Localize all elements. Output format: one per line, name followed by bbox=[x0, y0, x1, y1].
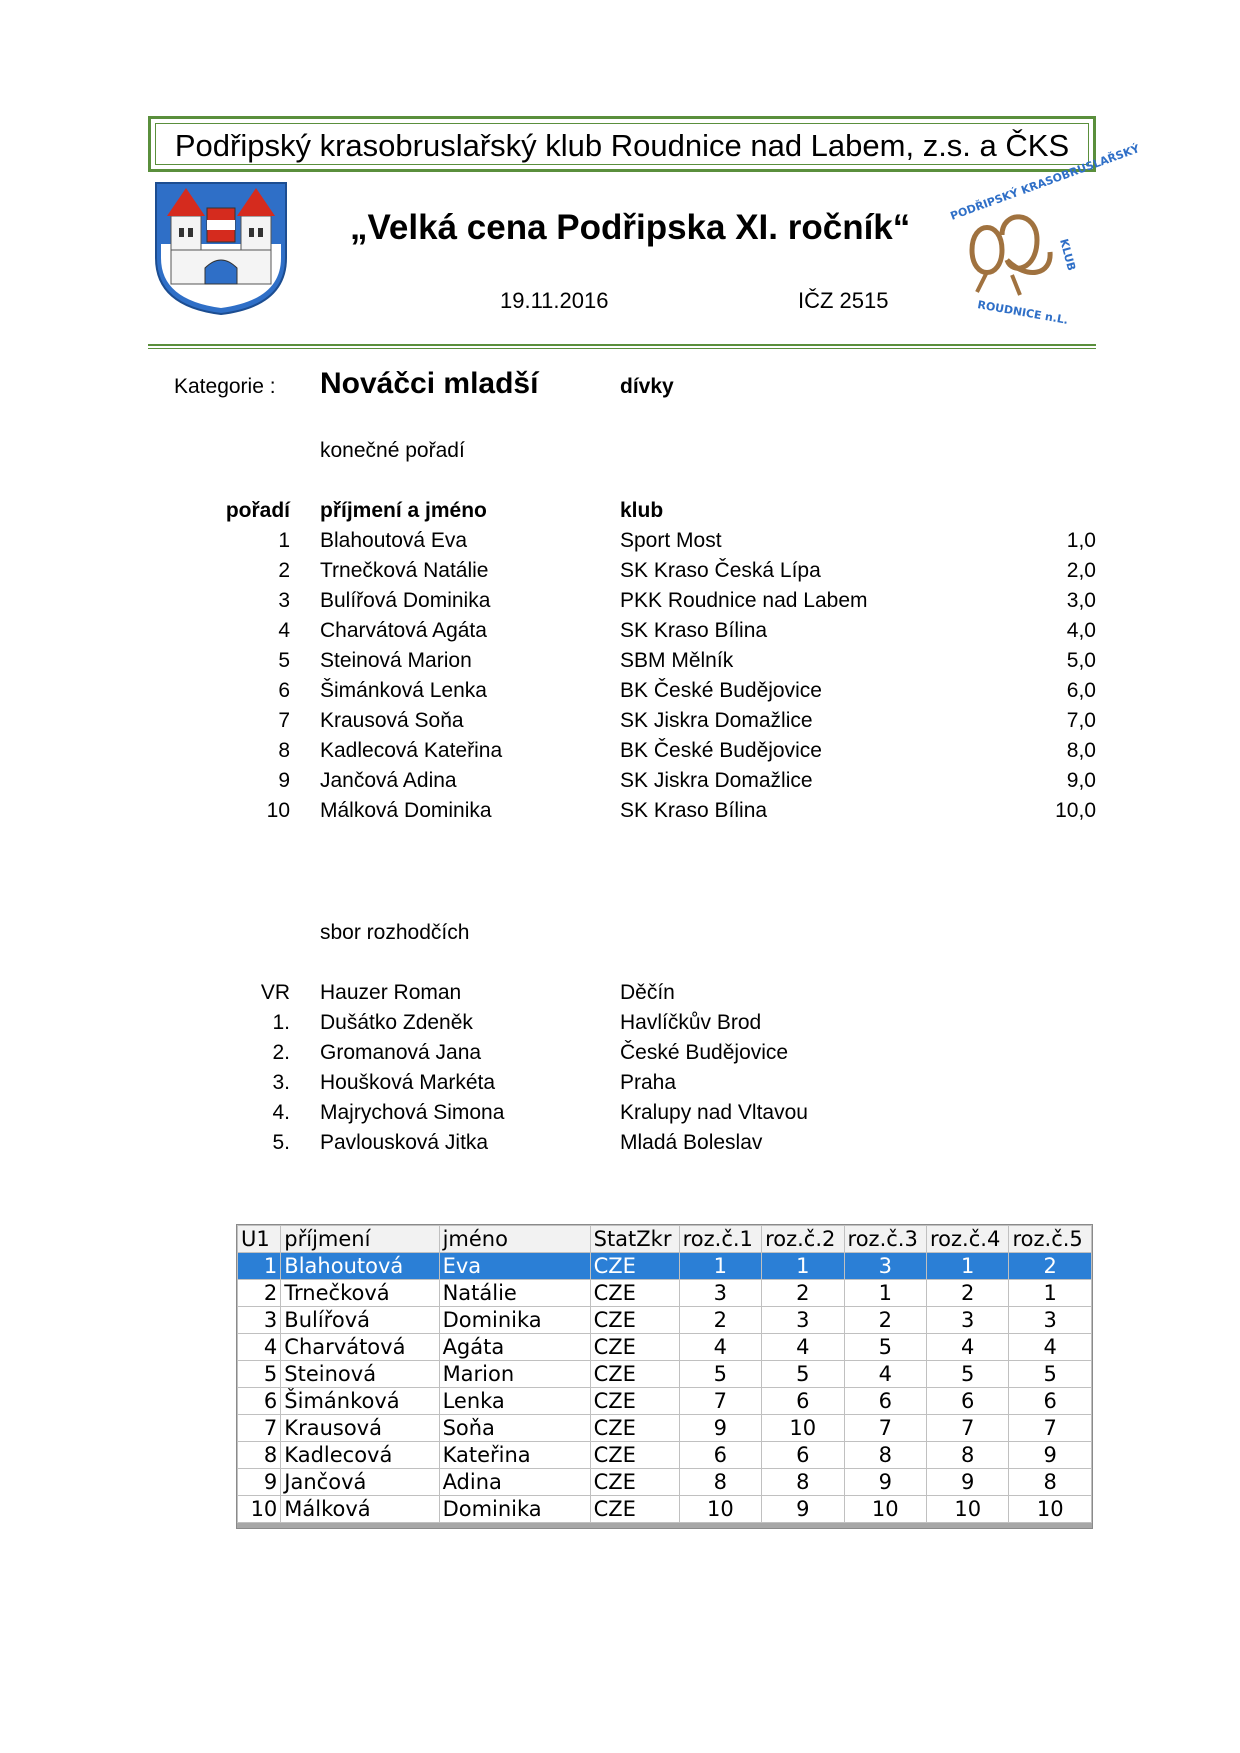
result-club: BK České Budějovice bbox=[620, 679, 822, 702]
scores-cell: 6 bbox=[1009, 1388, 1092, 1415]
svg-text:PODŘIPSKÝ KRASOBRUSLAŘSKÝ: PODŘIPSKÝ KRASOBRUSLAŘSKÝ bbox=[948, 142, 1142, 223]
scores-cell: CZE bbox=[590, 1388, 679, 1415]
scores-cell: Krausová bbox=[281, 1415, 439, 1442]
judge-role: 3. bbox=[272, 1071, 290, 1094]
scores-cell: 3 bbox=[844, 1253, 926, 1280]
scores-cell: CZE bbox=[590, 1253, 679, 1280]
result-score: 10,0 bbox=[1055, 799, 1096, 822]
scores-table-row[interactable] bbox=[238, 1469, 1092, 1496]
judge-city: Děčín bbox=[620, 981, 675, 1004]
judge-role: 4. bbox=[272, 1101, 290, 1124]
svg-text:KLUB: KLUB bbox=[1057, 237, 1079, 273]
scores-col-header: roz.č.1 bbox=[679, 1226, 761, 1253]
scores-col-header: jméno bbox=[439, 1226, 590, 1253]
scores-cell: Šimánková bbox=[281, 1388, 439, 1415]
scores-cell: Kateřina bbox=[439, 1442, 590, 1469]
scores-cell: 5 bbox=[844, 1334, 926, 1361]
result-rank: 8 bbox=[278, 739, 290, 762]
scores-cell: 9 bbox=[844, 1469, 926, 1496]
scores-cell: 2 bbox=[1009, 1253, 1092, 1280]
scores-cell: 10 bbox=[1009, 1496, 1092, 1523]
scores-cell: Kadlecová bbox=[281, 1442, 439, 1469]
judge-name: Dušátko Zdeněk bbox=[320, 1011, 473, 1034]
scores-cell: 7 bbox=[238, 1415, 281, 1442]
scores-cell: 2 bbox=[927, 1280, 1009, 1307]
scores-cell: 5 bbox=[762, 1361, 844, 1388]
scores-cell: 10 bbox=[762, 1415, 844, 1442]
result-club: SK Kraso Česká Lípa bbox=[620, 559, 821, 582]
judge-name: Gromanová Jana bbox=[320, 1041, 482, 1064]
result-rank: 3 bbox=[278, 589, 290, 612]
scores-cell: 10 bbox=[679, 1496, 761, 1523]
scores-cell: CZE bbox=[590, 1280, 679, 1307]
scores-cell: 5 bbox=[1009, 1361, 1092, 1388]
scores-cell: 3 bbox=[1009, 1307, 1092, 1334]
event-title: „Velká cena Podřipska XI. ročník“ bbox=[350, 208, 911, 247]
scores-cell: 3 bbox=[927, 1307, 1009, 1334]
scores-col-header: roz.č.5 bbox=[1009, 1226, 1092, 1253]
result-name: Trnečková Natálie bbox=[320, 559, 489, 582]
scores-col-header: U1 bbox=[238, 1226, 281, 1253]
result-rank: 10 bbox=[266, 799, 290, 822]
result-rank: 6 bbox=[278, 679, 290, 702]
scores-cell: 1 bbox=[679, 1253, 761, 1280]
scores-cell: 1 bbox=[927, 1253, 1009, 1280]
scores-cell: Málková bbox=[281, 1496, 439, 1523]
scores-cell: CZE bbox=[590, 1334, 679, 1361]
judge-name: Majrychová Simona bbox=[320, 1101, 505, 1124]
result-rank: 2 bbox=[278, 559, 290, 582]
scores-cell: 9 bbox=[1009, 1442, 1092, 1469]
scores-cell: 1 bbox=[844, 1280, 926, 1307]
scores-cell: 6 bbox=[762, 1442, 844, 1469]
result-club: SK Kraso Bílina bbox=[620, 619, 768, 642]
scores-cell: 9 bbox=[762, 1496, 844, 1523]
scores-cell: Soňa bbox=[439, 1415, 590, 1442]
result-club: SK Jiskra Domažlice bbox=[620, 769, 813, 792]
club-title: Podřipský krasobruslařský klub Roudnice nad Labem, z.s. a ČKS bbox=[174, 128, 1070, 163]
scores-cell: Lenka bbox=[439, 1388, 590, 1415]
result-name: Málková Dominika bbox=[320, 799, 492, 822]
scores-cell: 10 bbox=[238, 1496, 281, 1523]
category-name: Nováčci mladší bbox=[320, 367, 539, 400]
scores-col-header: StatZkr bbox=[590, 1226, 679, 1253]
scores-cell: 9 bbox=[927, 1469, 1009, 1496]
scores-cell: 1 bbox=[1009, 1280, 1092, 1307]
result-club: PKK Roudnice nad Labem bbox=[620, 589, 868, 612]
judge-city: Kralupy nad Vltavou bbox=[620, 1101, 808, 1124]
judge-city: Mladá Boleslav bbox=[620, 1131, 763, 1154]
scores-cell: Marion bbox=[439, 1361, 590, 1388]
scores-col-header: roz.č.3 bbox=[844, 1226, 926, 1253]
results-subtitle: konečné pořadí bbox=[320, 439, 465, 462]
scores-cell: 4 bbox=[238, 1334, 281, 1361]
scores-cell: 2 bbox=[844, 1307, 926, 1334]
scores-cell: 4 bbox=[679, 1334, 761, 1361]
scores-cell: 5 bbox=[679, 1361, 761, 1388]
scores-col-header: roz.č.4 bbox=[927, 1226, 1009, 1253]
result-rank: 1 bbox=[278, 529, 290, 552]
scores-cell: 4 bbox=[1009, 1334, 1092, 1361]
scores-cell: CZE bbox=[590, 1469, 679, 1496]
result-name: Blahoutová Eva bbox=[320, 529, 468, 552]
result-club: SBM Mělník bbox=[620, 649, 734, 672]
scores-cell: 6 bbox=[927, 1388, 1009, 1415]
scores-table-row[interactable] bbox=[238, 1442, 1092, 1469]
scores-cell: 7 bbox=[1009, 1415, 1092, 1442]
scores-cell: 4 bbox=[844, 1361, 926, 1388]
result-rank: 7 bbox=[278, 709, 290, 732]
scores-cell: 8 bbox=[238, 1442, 281, 1469]
scores-cell: Jančová bbox=[281, 1469, 439, 1496]
club-title-box bbox=[148, 116, 1096, 172]
scores-cell: 5 bbox=[238, 1361, 281, 1388]
judge-city: České Budějovice bbox=[620, 1041, 789, 1064]
scores-cell: 6 bbox=[844, 1388, 926, 1415]
scores-cell: 8 bbox=[1009, 1469, 1092, 1496]
event-icz: IČZ 2515 bbox=[798, 288, 889, 313]
scores-cell: Dominika bbox=[439, 1307, 590, 1334]
result-name: Steinová Marion bbox=[320, 649, 472, 672]
judge-role: 1. bbox=[272, 1011, 290, 1034]
scores-cell: 2 bbox=[679, 1307, 761, 1334]
svg-text:ROUDNICE n.L.: ROUDNICE n.L. bbox=[976, 298, 1070, 327]
scores-cell: 9 bbox=[238, 1469, 281, 1496]
result-club: BK České Budějovice bbox=[620, 739, 822, 762]
judge-city: Praha bbox=[620, 1071, 677, 1094]
scores-table-row[interactable] bbox=[238, 1415, 1092, 1442]
scores-table-screenshot bbox=[236, 1224, 1093, 1529]
scores-table bbox=[237, 1225, 1092, 1523]
scores-col-header: příjmení bbox=[281, 1226, 439, 1253]
scores-cell: 7 bbox=[679, 1388, 761, 1415]
scores-table-row[interactable] bbox=[238, 1280, 1092, 1307]
result-score: 5,0 bbox=[1066, 649, 1096, 672]
scores-cell: 6 bbox=[762, 1388, 844, 1415]
scores-table-header bbox=[238, 1226, 1092, 1253]
scores-cell: 2 bbox=[762, 1280, 844, 1307]
result-rank: 9 bbox=[278, 769, 290, 792]
scores-cell: 10 bbox=[844, 1496, 926, 1523]
result-name: Jančová Adina bbox=[320, 769, 457, 792]
scores-cell: 10 bbox=[927, 1496, 1009, 1523]
header-divider bbox=[148, 344, 1096, 349]
result-name: Šimánková Lenka bbox=[320, 679, 487, 702]
scores-cell: 3 bbox=[679, 1280, 761, 1307]
scores-cell: 3 bbox=[762, 1307, 844, 1334]
scores-cell: 1 bbox=[238, 1253, 281, 1280]
scores-table-row[interactable] bbox=[238, 1361, 1092, 1388]
judge-name: Hauzer Roman bbox=[320, 981, 462, 1004]
header-name: příjmení a jméno bbox=[320, 499, 487, 522]
scores-cell: CZE bbox=[590, 1496, 679, 1523]
result-name: Bulířová Dominika bbox=[320, 589, 491, 612]
scores-cell: 1 bbox=[762, 1253, 844, 1280]
scores-cell: 8 bbox=[679, 1469, 761, 1496]
result-score: 2,0 bbox=[1066, 559, 1096, 582]
result-name: Kadlecová Kateřina bbox=[320, 739, 503, 762]
result-name: Krausová Soňa bbox=[320, 709, 464, 732]
scores-cell: CZE bbox=[590, 1361, 679, 1388]
result-score: 4,0 bbox=[1066, 619, 1096, 642]
scores-cell: Natálie bbox=[439, 1280, 590, 1307]
result-score: 9,0 bbox=[1066, 769, 1096, 792]
scores-cell: 8 bbox=[927, 1442, 1009, 1469]
scores-cell: 8 bbox=[762, 1469, 844, 1496]
result-name: Charvátová Agáta bbox=[320, 619, 487, 642]
scores-cell: Dominika bbox=[439, 1496, 590, 1523]
result-score: 7,0 bbox=[1066, 709, 1096, 732]
scores-cell: 8 bbox=[844, 1442, 926, 1469]
scores-cell: 2 bbox=[238, 1280, 281, 1307]
scores-cell: Charvátová bbox=[281, 1334, 439, 1361]
judges-title: sbor rozhodčích bbox=[320, 921, 470, 944]
scores-cell: 6 bbox=[679, 1442, 761, 1469]
result-score: 6,0 bbox=[1066, 679, 1096, 702]
scores-cell: 9 bbox=[679, 1415, 761, 1442]
scores-cell: 7 bbox=[927, 1415, 1009, 1442]
category-gender: dívky bbox=[620, 375, 674, 398]
judge-role: 2. bbox=[272, 1041, 290, 1064]
judge-name: Pavlousková Jitka bbox=[320, 1131, 489, 1154]
scores-cell: Adina bbox=[439, 1469, 590, 1496]
scores-cell: 4 bbox=[762, 1334, 844, 1361]
result-score: 8,0 bbox=[1066, 739, 1096, 762]
scores-cell: Agáta bbox=[439, 1334, 590, 1361]
result-score: 3,0 bbox=[1066, 589, 1096, 612]
result-club: SK Kraso Bílina bbox=[620, 799, 768, 822]
scores-table-row[interactable] bbox=[238, 1388, 1092, 1415]
scores-cell: Eva bbox=[439, 1253, 590, 1280]
scores-cell: Steinová bbox=[281, 1361, 439, 1388]
scores-cell: CZE bbox=[590, 1415, 679, 1442]
judge-name: Houšková Markéta bbox=[320, 1071, 496, 1094]
judge-city: Havlíčkův Brod bbox=[620, 1011, 762, 1034]
club-logo-image bbox=[932, 142, 1142, 327]
event-date: 19.11.2016 bbox=[500, 288, 609, 313]
scores-cell: 4 bbox=[927, 1334, 1009, 1361]
scores-table-row[interactable] bbox=[238, 1334, 1092, 1361]
scores-cell: 5 bbox=[927, 1361, 1009, 1388]
category-label: Kategorie : bbox=[174, 375, 276, 398]
scores-table-row[interactable] bbox=[238, 1253, 1092, 1280]
scores-cell: 7 bbox=[844, 1415, 926, 1442]
scores-cell: Trnečková bbox=[281, 1280, 439, 1307]
result-club: SK Jiskra Domažlice bbox=[620, 709, 813, 732]
header-rank: pořadí bbox=[225, 499, 290, 522]
coat-of-arms-image bbox=[153, 180, 289, 316]
result-score: 1,0 bbox=[1066, 529, 1096, 552]
scores-table-row[interactable] bbox=[238, 1307, 1092, 1334]
scores-col-header: roz.č.2 bbox=[762, 1226, 844, 1253]
result-rank: 5 bbox=[278, 649, 290, 672]
result-club: Sport Most bbox=[620, 529, 722, 552]
scores-cell: CZE bbox=[590, 1442, 679, 1469]
judge-role: 5. bbox=[272, 1131, 290, 1154]
scores-cell: Bulířová bbox=[281, 1307, 439, 1334]
scores-cell: 3 bbox=[238, 1307, 281, 1334]
judge-role: VR bbox=[260, 981, 290, 1004]
scores-table-row[interactable] bbox=[238, 1496, 1092, 1523]
result-rank: 4 bbox=[278, 619, 290, 642]
scores-cell: 6 bbox=[238, 1388, 281, 1415]
header-club: klub bbox=[620, 499, 664, 522]
scores-cell: CZE bbox=[590, 1307, 679, 1334]
scores-cell: Blahoutová bbox=[281, 1253, 439, 1280]
